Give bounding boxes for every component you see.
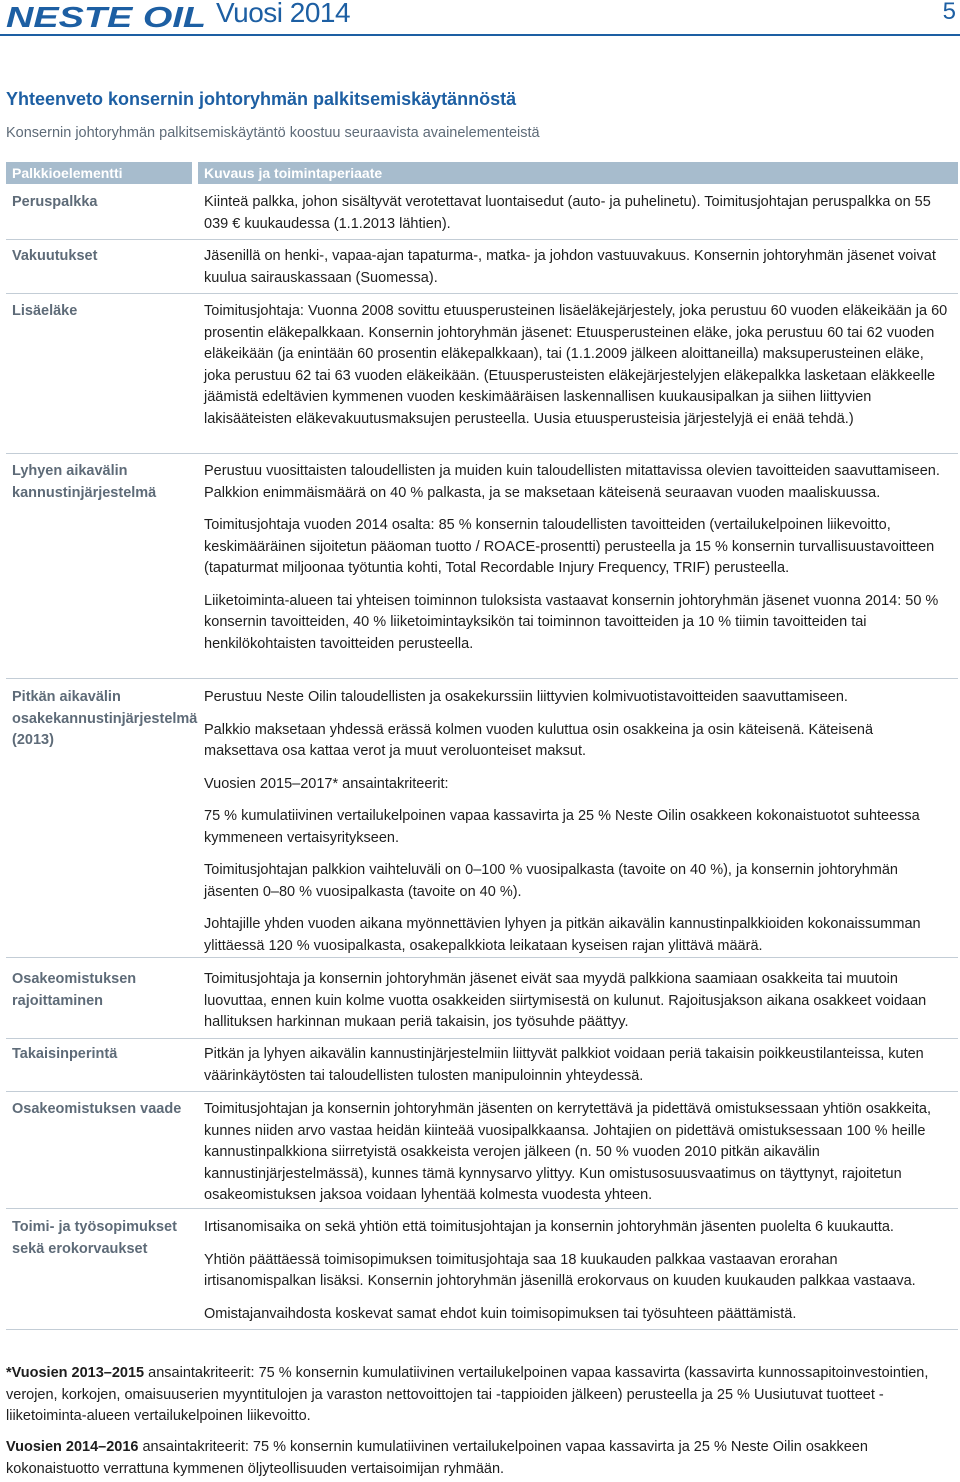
row-divider — [6, 678, 958, 679]
footnote-lead: Vuosien 2014–2016 — [6, 1439, 139, 1455]
neste-oil-logo — [6, 2, 210, 32]
description-paragraph: Kiinteä palkka, johon sisältyvät verotettavat luontaisedut (auto- ja puhelinetu). Toimitusjohtajan peruspalkka on 55 039 € kuukaudessa (1.1.2013 lähtien). — [204, 194, 931, 232]
row-description-supplementary-pension — [204, 301, 948, 441]
row-description-clawback — [204, 1044, 948, 1098]
footnote-text: ansaintakriteerit: 75 % konsernin kumulatiivinen vertailukelpoinen vapaa kassavirta (kassavirta kunnossapitoinvestointien, verojen, korkojen, omaisuuserien myyntitulojen ja varaston nettovoittojen tai -tappioiden jälkeen) perusteella ja 25 % Uusiutuvat tuotteet -liiketoiminta-alueen vertailukelpoinen liikevoitto. — [6, 1365, 929, 1424]
description-paragraph: 75 % kumulatiivinen vertailukelpoinen vapaa kassavirta ja 25 % Neste Oilin osakkeen kokonaistuotot suhteessa kymmeneen vertaisyritykseen. — [204, 808, 920, 846]
description-paragraph: Toimitusjohtajan palkkion vaihteluväli on 0–100 % vuosipalkasta (tavoite on 40 %), ja konsernin johtoryhmän jäsenten 0–80 % vuosipalkasta (tavoite on 40 %). — [204, 862, 898, 900]
row-label-insurance: Vakuutukset — [12, 248, 98, 264]
page-header — [0, 0, 960, 34]
row-description-long-term-incentive — [204, 687, 948, 968]
column-header-description: Kuvaus ja toimintaperiaate — [198, 162, 958, 184]
reward-elements-table — [6, 162, 958, 1330]
description-paragraph: Toimitusjohtaja ja konsernin johtoryhmän jäsenet eivät saa myydä palkkiona saamiaan osakkeita tai muutoin luovuttaa, ennen kuin kolme vuotta osakkeiden siirtymisestä on kulunut. Rajoitusjakson aikana osakkeet voidaan hallituksen harkinnan mukaan periä takaisin, jos työsuhde päättyy. — [204, 971, 927, 1030]
row-description-share-ownership-restriction — [204, 969, 948, 1045]
row-divider — [6, 453, 958, 454]
svg-text:NESTE OIL: NESTE OIL — [6, 2, 206, 32]
description-paragraph: Pitkän ja lyhyen aikavälin kannustinjärjestelmiin liittyvät palkkiot voidaan periä takaisin poikkeustilanteissa, kuten väärinkäytösten tai taloudellisten tulosten manipuloinnin yhteydessä. — [204, 1046, 924, 1084]
row-divider — [6, 1329, 958, 1330]
footnote — [6, 1437, 946, 1480]
row-divider — [6, 957, 958, 958]
row-divider — [6, 1091, 958, 1092]
description-paragraph: Liiketoiminta-alueen tai yhteisen toiminnon tuloksista vastaavat konsernin johtoryhmän jäsenet vuonna 2014: 50 % konsernin tavoitteiden, 40 % liiketoimintayksikön tai toiminnon tavoitteiden ja 10 % tiimin tavoitteiden tai henkilökohtaisten tavoitteiden perusteella. — [204, 592, 939, 652]
description-paragraph: Yhtiön päättäessä toimisopimuksen toimitusjohtaja saa 18 kuukauden palkkaa vastaavan erorahan irtisanomispalkan lisäksi. Konsernin johtoryhmän jäsenillä erokorvaus on kuuden kuukauden palkkaa vastaava. — [204, 1251, 916, 1289]
row-divider — [6, 1038, 958, 1039]
page-subtitle: Konsernin johtoryhmän palkitsemiskäytäntö koostuu seuraavista avainelementeistä — [6, 125, 540, 141]
row-description-short-term-incentive — [204, 461, 948, 666]
description-paragraph: Toimitusjohtaja vuoden 2014 osalta: 85 % konsernin taloudellisten tavoitteiden (vertailukelpoinen liikevoitto, keskimääräinen sijoitetun pääoman tuotto / ROACE-prosentti) perusteella ja 15 % konsernin turvallisuustavoitteen (tapaturmat miljoonaa työtuntia kohti, Total Recordable Injury Frequency, TRIF) perusteella. — [204, 517, 935, 576]
row-description-base-salary — [204, 192, 948, 246]
column-header-element: Palkkioelementti — [6, 162, 192, 184]
description-paragraph: Omistajanvaihdosta koskevat samat ehdot kuin toimisopimuksen tai työsuhteen päättämistä. — [204, 1305, 797, 1322]
row-label-short-term-incentive: Lyhyen aikavälin kannustinjärjestelmä — [12, 463, 157, 501]
row-label-share-ownership-requirement: Osakeomistuksen vaade — [12, 1101, 182, 1117]
row-label-supplementary-pension: Lisäeläke — [12, 303, 78, 319]
page-number: 5 — [942, 0, 956, 25]
description-paragraph: Jäsenillä on henki-, vapaa-ajan tapaturma-, matka- ja johdon vastuuvakuus. Konsernin johtoryhmän jäsenet voivat kuulua sairauskassaan (Suomessa). — [204, 248, 936, 286]
report-year: Vuosi 2014 — [216, 0, 351, 28]
row-label-base-salary: Peruspalkka — [12, 194, 98, 210]
description-paragraph: Irtisanomisaika on sekä yhtiön että toimitusjohtajan ja konsernin johtoryhmän jäsenten puolelta 6 kuukautta. — [204, 1219, 894, 1235]
description-paragraph: Johtajille yhden vuoden aikana myönnettävien lyhyen ja pitkän aikavälin kannustinpalkkioiden kokonaissumman ylittäessä 120 % vuosipalkasta, osakepalkkiota leikataan kyseisen rajan ylittävä määrä. — [204, 916, 921, 954]
description-paragraph: Perustuu vuosittaisten taloudellisten ja muiden kuin taloudellisten mitattavissa olevien tavoitteiden saavuttamiseen. Palkkion enimmäismäärä on 40 % palkasta, ja se maksetaan käteisenä seuraavan vuoden maaliskuussa. — [204, 463, 940, 501]
row-divider — [6, 1208, 958, 1209]
row-label-long-term-incentive: Pitkän aikavälin osakekannustinjärjestelmä (2013) — [12, 689, 198, 748]
row-label-contracts-severance: Toimi- ja työsopimukset sekä erokorvaukset — [12, 1219, 177, 1257]
row-divider — [6, 293, 958, 294]
footnote-text: ansaintakriteerit: 75 % konsernin kumulatiivinen vertailukelpoinen vapaa kassavirta ja 25 % Neste Oilin osakkeen kokonaistuotto verrattuna kymmenen öljyteollisuuden vertaisoimijan ryhmään. — [6, 1439, 868, 1477]
row-description-insurance — [204, 246, 948, 300]
page-title: Yhteenveto konsernin johtoryhmän palkitsemiskäytännöstä — [6, 89, 517, 109]
description-paragraph: Perustuu Neste Oilin taloudellisten ja osakekurssiin liittyvien kolmivuotistavoitteiden saavuttamiseen. — [204, 689, 848, 705]
row-label-share-ownership-restriction: Osakeomistuksen rajoittaminen — [12, 971, 137, 1009]
description-paragraph: Toimitusjohtaja: Vuonna 2008 sovittu etuusperusteinen lisäeläkejärjestely, joka perustuu 60 vuoden eläkeikään ja 60 prosentin eläkepalkkaan. Konsernin johtoryhmän jäsenet: Etuusperusteinen eläke, joka perustuu 60 tai 62 vuoden eläkeikään (ja enintään 60 prosentin eläkepalkkaan), tai (1.1.2009 jälkeen aloittaneilla) maksuperusteinen eläke, joka perustuu 62 tai 63 vuoden eläkeikään. (Etuusperusteisten eläkejärjestelyjen eläkepalkka lasketaan eläkkeelle jäämistä edeltävien kymmenen vuoden keskimääräisen laskennallisen kuukausipalkan ja siihen liittyvien lakisääteisten eläkevakuutusmaksujen perusteella. Uusia etuusperusteisia järjestelyjä ei enää tehdä.) — [204, 303, 948, 427]
footnote — [6, 1363, 946, 1428]
row-description-share-ownership-requirement — [204, 1099, 948, 1218]
description-paragraph: Vuosien 2015–2017* ansaintakriteerit: — [204, 775, 449, 792]
row-description-contracts-severance — [204, 1217, 948, 1336]
row-divider — [6, 239, 958, 240]
description-paragraph: Toimitusjohtajan ja konsernin johtoryhmän jäsenten on kerrytettävä ja pidettävä omistuksessaan yhtiön osakkeita, kunnes niiden arvo vastaa heidän kiinteää vuosipalkkaansa. Johtajien on pidettävä omistuksessaan 100 % heille kannustinpalkkiona siirretyistä osakkeista verojen jälkeen (n. 50 % vuoden 2010 pitkän aikavälin kannustinjärjestelmässä), kunnes tämä kynnysarvo ylittyy. Kun omistusosuusvaatimus on täyttynyt, rajoitetun osakeomistuksen jaksoa voidaan lyhentää kolmesta vuodesta yhteen. — [204, 1101, 932, 1203]
footnote-lead: *Vuosien 2013–2015 — [6, 1365, 145, 1381]
row-label-clawback: Takaisinperintä — [12, 1046, 118, 1062]
description-paragraph: Palkkio maksetaan yhdessä erässä kolmen vuoden kuluttua osin osakkeina ja osin käteisenä. Käteisenä maksettava osa kattaa verot ja muut veroluonteiset maksut. — [204, 721, 874, 759]
header-divider — [0, 34, 960, 36]
